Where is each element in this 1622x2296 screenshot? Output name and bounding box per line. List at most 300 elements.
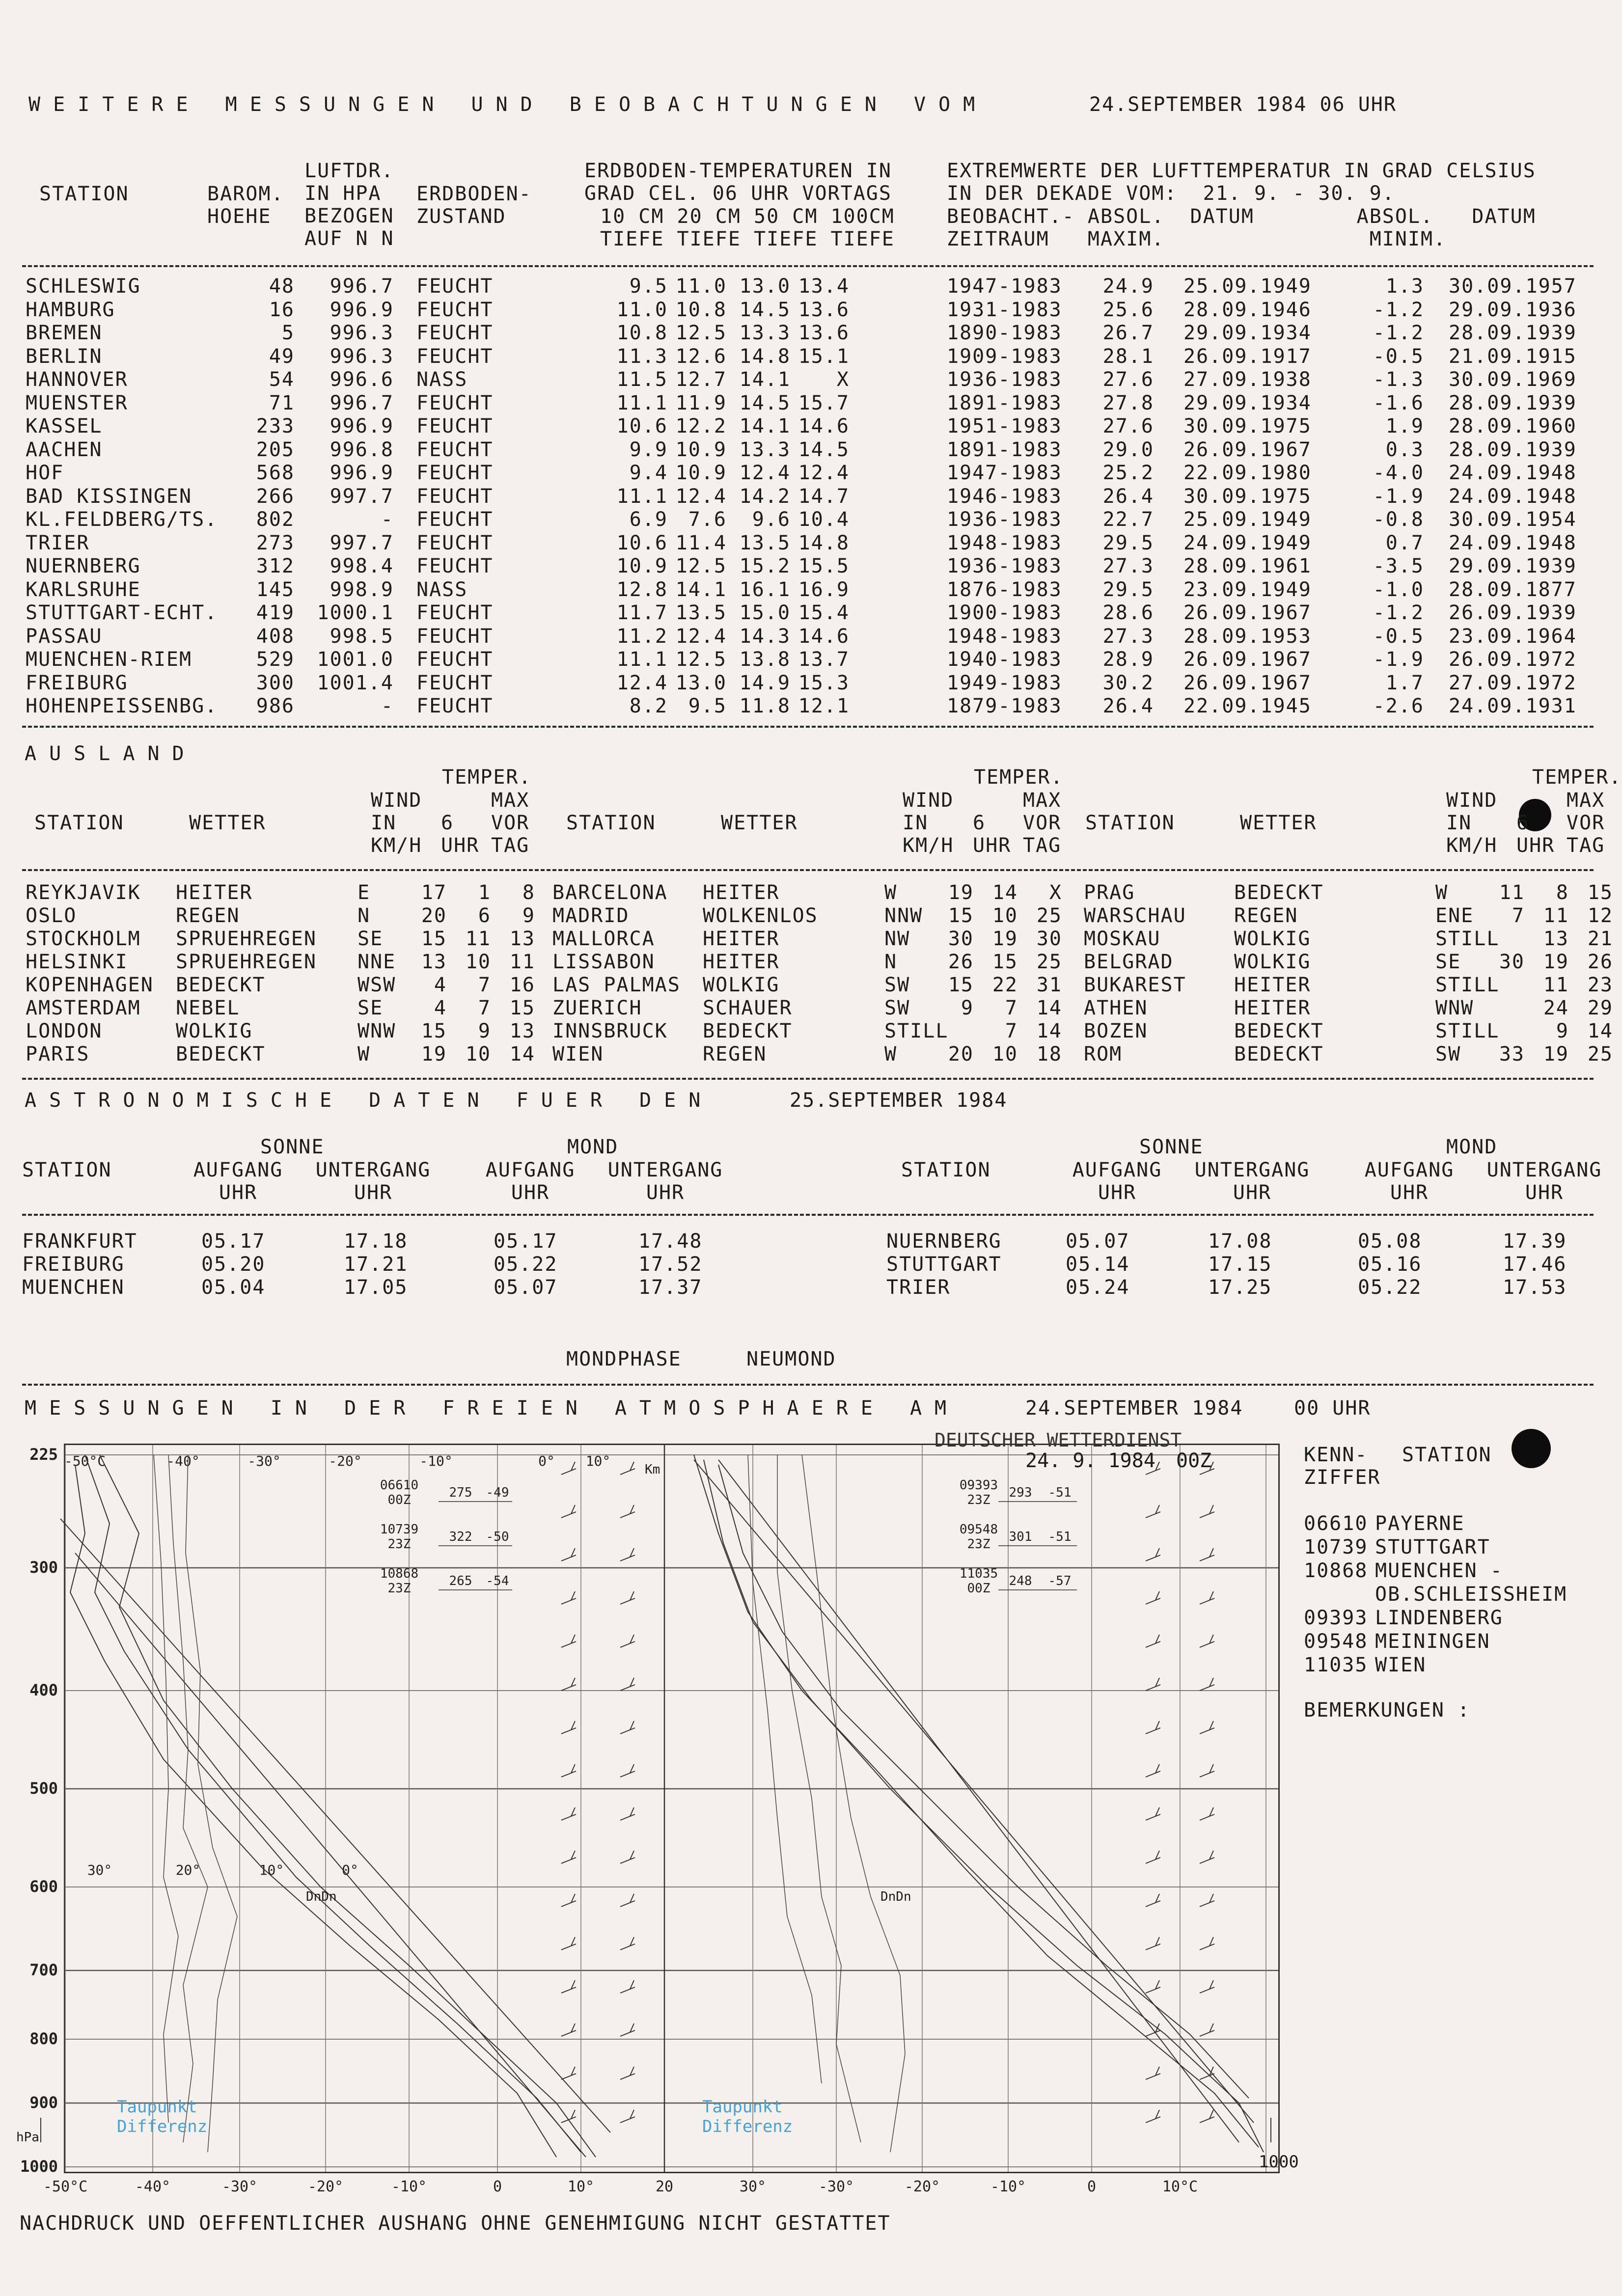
- adiabat-line: [694, 1460, 1254, 2123]
- wind-barb: [1146, 1944, 1160, 1950]
- ausland-cell-station: MADRID: [552, 904, 630, 927]
- inland-cell-zustand: FEUCHT: [416, 345, 494, 368]
- inland-cell-zustand: FEUCHT: [416, 438, 494, 461]
- header-barom: BAROM. HOEHE: [207, 183, 284, 228]
- ausland-cell-wetter: REGEN: [703, 1043, 767, 1066]
- inland-cell-max: 26.4: [1102, 695, 1154, 717]
- stamp-time: 00Z: [1176, 1449, 1212, 1472]
- inland-cell-luftdruck: 996.7: [330, 275, 394, 298]
- temp-tick-top: -20°: [329, 1453, 362, 1469]
- taupunkt-right: Taupunkt Differenz: [702, 2097, 793, 2136]
- ausland-header-temper: TEMPER.: [442, 766, 532, 789]
- tropo-tag-height: 293: [1009, 1485, 1032, 1500]
- ausland-cell-temp-max: 14: [509, 1043, 535, 1066]
- inland-cell-t100: 14.6: [798, 415, 850, 437]
- ausland-cell-temp-6: 11: [1543, 974, 1569, 996]
- astro-header-station: STATION: [22, 1159, 112, 1181]
- pressure-label: 225: [29, 1445, 58, 1464]
- ausland-cell-station: HELSINKI: [26, 951, 128, 973]
- astro-header-aufgang: AUFGANG UHR: [485, 1159, 576, 1204]
- tropo-tag-time: 23Z: [967, 1493, 990, 1507]
- inland-cell-max: 26.7: [1102, 322, 1154, 344]
- adiabat-line: [75, 1553, 586, 2157]
- tropo-tag-time: 00Z: [967, 1581, 990, 1596]
- inland-cell-max: 28.6: [1102, 601, 1154, 624]
- pressure-label: 700: [29, 1961, 58, 1979]
- astro-header-aufgang: AUFGANG UHR: [1364, 1159, 1455, 1204]
- inland-cell-t100: 15.4: [798, 601, 850, 624]
- ausland-cell-wind-dir: SE: [1435, 951, 1461, 973]
- inland-cell-t20: 12.4: [675, 485, 727, 508]
- ausland-cell-temp-6: 10: [465, 1043, 491, 1066]
- ausland-cell-temp-max: 13: [509, 928, 535, 950]
- inland-cell-station: FREIBURG: [26, 671, 128, 694]
- inland-cell-barom: 266: [256, 485, 295, 508]
- inland-cell-max: 27.6: [1102, 368, 1154, 391]
- inland-cell-t100: 14.7: [798, 485, 850, 508]
- inland-cell-t10: 11.1: [616, 391, 668, 414]
- inland-cell-max-datum: 27.09.1938: [1183, 368, 1312, 391]
- wind-barb: [561, 2030, 576, 2036]
- inland-cell-min: -1.2: [1373, 298, 1424, 321]
- astro-cell-mond-auf: 05.07: [494, 1276, 558, 1299]
- inland-cell-max: 26.4: [1102, 485, 1154, 508]
- stamp-label: DEUTSCHER WETTERDIENST: [935, 1429, 1182, 1451]
- header-station: STATION: [39, 183, 129, 205]
- tropo-tag-station: 06610: [380, 1478, 419, 1493]
- astro-header-mond: MOND: [567, 1136, 619, 1158]
- wind-barb: [1200, 1555, 1214, 1561]
- temp-tick-bottom: 10°C: [1162, 2178, 1198, 2195]
- astro-header-untergang: UNTERGANG UHR: [1194, 1159, 1310, 1204]
- pressure-label: 300: [29, 1558, 58, 1577]
- tropo-tag-height: 322: [449, 1530, 472, 1544]
- inland-cell-zeitraum: 1900-1983: [947, 601, 1062, 624]
- legend-name: WIEN: [1375, 1654, 1427, 1676]
- wind-barb: [1200, 1901, 1214, 1907]
- inland-cell-min: -3.5: [1373, 555, 1424, 577]
- inland-cell-zeitraum: 1879-1983: [947, 695, 1062, 717]
- inland-cell-t10: 9.9: [629, 438, 668, 461]
- inland-cell-zeitraum: 1946-1983: [947, 485, 1062, 508]
- ausland-cell-temp-6: 19: [1543, 1043, 1569, 1066]
- ausland-cell-station: MOSKAU: [1084, 928, 1161, 950]
- ausland-cell-station: STOCKHOLM: [26, 928, 141, 950]
- inland-cell-barom: 408: [256, 625, 295, 648]
- inland-cell-luftdruck: -: [381, 508, 394, 531]
- wind-barb: [620, 1728, 635, 1734]
- ausland-header-max: MAX VOR TAG: [1023, 789, 1062, 857]
- dew-point-profile: [748, 1455, 822, 2083]
- header-erdboden: ERDBODEN- ZUSTAND: [416, 183, 532, 228]
- inland-cell-barom: 233: [256, 415, 295, 437]
- wind-barb: [1200, 1771, 1214, 1777]
- astro-cell-sonne-unter: 17.21: [344, 1253, 408, 1276]
- ausland-cell-station: REYKJAVIK: [26, 881, 141, 904]
- temp-tick-bottom: -40°: [135, 2178, 171, 2195]
- wind-barb: [1200, 2030, 1214, 2036]
- inland-cell-zustand: FEUCHT: [416, 671, 494, 694]
- inland-cell-t20: 10.9: [675, 462, 727, 484]
- inland-cell-barom: 568: [256, 462, 295, 484]
- temp-tick-top: 10°: [585, 1453, 611, 1469]
- inland-cell-barom: 205: [256, 438, 295, 461]
- inland-cell-t20: 11.0: [675, 275, 727, 298]
- wind-barb: [1146, 1987, 1160, 1993]
- inland-cell-max-datum: 23.09.1949: [1183, 578, 1312, 601]
- dew-point-profile: [186, 1455, 237, 2152]
- wind-barb: [1146, 1685, 1160, 1691]
- inland-cell-luftdruck: 996.6: [330, 368, 394, 391]
- temp-tick-bottom: 0: [1087, 2178, 1097, 2195]
- hpa-label: hPa: [16, 2130, 39, 2145]
- wind-barb: [620, 2117, 635, 2123]
- inland-cell-zeitraum: 1936-1983: [947, 508, 1062, 531]
- astro-header-mond: MOND: [1446, 1136, 1498, 1158]
- temp-tick-top: -30°: [247, 1453, 281, 1469]
- inland-cell-t100: X: [836, 368, 850, 391]
- ausland-cell-temp-6: 24: [1543, 997, 1569, 1019]
- astro-cell-sonne-unter: 17.25: [1208, 1276, 1272, 1299]
- inland-cell-zustand: FEUCHT: [416, 648, 494, 671]
- legend-name: OB.SCHLEISSHEIM: [1375, 1583, 1567, 1606]
- astro-header-aufgang: AUFGANG UHR: [193, 1159, 283, 1204]
- inland-cell-t100: 13.6: [798, 322, 850, 344]
- ausland-cell-wind-dir: WNW: [1435, 997, 1474, 1019]
- wind-barb: [561, 1555, 576, 1561]
- inland-cell-min: -1.2: [1373, 601, 1424, 624]
- inland-cell-t50: 15.0: [739, 601, 791, 624]
- inland-cell-station: HANNOVER: [26, 368, 128, 391]
- legend-code: 10868: [1304, 1559, 1368, 1582]
- inland-cell-t10: 11.2: [616, 625, 668, 648]
- inland-cell-max: 27.3: [1102, 555, 1154, 577]
- inland-cell-zustand: FEUCHT: [416, 462, 494, 484]
- inland-cell-min: -1.9: [1373, 485, 1424, 508]
- pressure-label: 800: [29, 2029, 58, 2048]
- divider: [22, 869, 1594, 871]
- divider: [22, 1384, 1594, 1386]
- inland-cell-barom: 986: [256, 695, 295, 717]
- inland-cell-min: -1.9: [1373, 648, 1424, 671]
- pressure-label: 900: [29, 2093, 58, 2112]
- inland-cell-station: STUTTGART-ECHT.: [26, 601, 218, 624]
- wind-barb: [620, 2074, 635, 2079]
- temp-tick-bottom: -50°C: [43, 2178, 88, 2195]
- ausland-cell-wind-dir: W: [884, 881, 898, 904]
- wind-barb: [1146, 1728, 1160, 1734]
- ausland-cell-temp-max: 25: [1587, 1043, 1613, 1066]
- inland-cell-t50: 16.1: [739, 578, 791, 601]
- wind-barb: [561, 1858, 576, 1863]
- ausland-cell-wind-dir: NNE: [357, 951, 396, 973]
- ausland-cell-wetter: HEITER: [703, 881, 780, 904]
- dew-tick: 0°: [342, 1862, 358, 1878]
- astro-cell-mond-auf: 05.22: [1358, 1276, 1422, 1299]
- ausland-cell-temp-max: 26: [1587, 951, 1613, 973]
- astro-header-sonne: SONNE: [260, 1136, 325, 1158]
- ausland-cell-wind-speed: 13: [421, 951, 447, 973]
- ausland-header-six: 6 UHR: [973, 812, 1012, 857]
- wind-barb: [561, 1901, 576, 1907]
- temperature-profile: [704, 1460, 1264, 2152]
- inland-cell-t100: 13.7: [798, 648, 850, 671]
- ausland-cell-wind-speed: 9: [961, 997, 974, 1019]
- inland-cell-station: NUERNBERG: [26, 555, 141, 577]
- inland-cell-min-datum: 24.09.1948: [1449, 462, 1577, 484]
- ausland-cell-temp-6: 15: [992, 951, 1018, 973]
- ausland-header-temper: TEMPER.: [974, 766, 1064, 789]
- ausland-cell-temp-6: 11: [465, 928, 491, 950]
- inland-cell-station: MUENCHEN-RIEM: [26, 648, 192, 671]
- inland-cell-t100: 10.4: [798, 508, 850, 531]
- ausland-cell-wetter: NEBEL: [176, 997, 240, 1019]
- inland-cell-luftdruck: 998.4: [330, 555, 394, 577]
- ausland-cell-wind-speed: 11: [1499, 881, 1525, 904]
- inland-cell-max-datum: 26.09.1967: [1183, 601, 1312, 624]
- ausland-cell-station: PARIS: [26, 1043, 90, 1066]
- tropo-tag-height: 301: [1009, 1530, 1032, 1544]
- wind-barb: [1146, 2117, 1160, 2123]
- ausland-cell-wetter: REGEN: [176, 904, 240, 927]
- ausland-cell-wind-speed: 30: [948, 928, 974, 950]
- ausland-cell-station: MALLORCA: [552, 928, 655, 950]
- ausland-cell-temp-6: 6: [478, 904, 491, 927]
- inland-cell-zustand: FEUCHT: [416, 508, 494, 531]
- ausland-cell-station: WARSCHAU: [1084, 904, 1186, 927]
- wind-barb: [620, 1771, 635, 1777]
- ausland-cell-wind-dir: SE: [357, 928, 384, 950]
- inland-cell-luftdruck: 997.7: [330, 485, 394, 508]
- atmos-title: MESSUNGEN IN DER FREIEN ATMOSPHAERE AM: [25, 1397, 960, 1420]
- inland-cell-zeitraum: 1951-1983: [947, 415, 1062, 437]
- header-erdtemp-group: ERDBODEN-TEMPERATUREN IN GRAD CEL. 06 UHR VORTAGS: [584, 160, 892, 205]
- ausland-cell-temp-6: 1: [478, 881, 491, 904]
- legend-code: 11035: [1304, 1654, 1368, 1676]
- inland-cell-t10: 12.4: [616, 671, 668, 694]
- inland-cell-t20: 12.5: [675, 555, 727, 577]
- inland-cell-zeitraum: 1940-1983: [947, 648, 1062, 671]
- astro-title: ASTRONOMISCHE DATEN FUER DEN: [25, 1089, 714, 1112]
- astro-cell-sonne-unter: 17.08: [1208, 1230, 1272, 1253]
- legend-name: LINDENBERG: [1375, 1607, 1503, 1629]
- inland-cell-t20: 7.6: [688, 508, 727, 531]
- ausland-cell-station: LAS PALMAS: [552, 974, 681, 996]
- inland-cell-t50: 14.8: [739, 345, 791, 368]
- inland-cell-t10: 10.6: [616, 415, 668, 437]
- temp-tick-bottom: 30°: [739, 2178, 767, 2195]
- inland-cell-min-datum: 29.09.1936: [1449, 298, 1577, 321]
- ausland-cell-wind-speed: 7: [1512, 904, 1525, 927]
- inland-cell-max: 24.9: [1102, 275, 1154, 298]
- inland-cell-luftdruck: -: [381, 695, 394, 717]
- inland-cell-luftdruck: 997.7: [330, 531, 394, 554]
- wind-barb: [1200, 1858, 1214, 1863]
- inland-cell-barom: 145: [256, 578, 295, 601]
- footer-note: NACHDRUCK UND OEFFENTLICHER AUSHANG OHNE GENEHMIGUNG NICHT GESTATTET: [20, 2212, 891, 2235]
- divider: [22, 726, 1594, 728]
- inland-cell-max-datum: 26.09.1967: [1183, 671, 1312, 694]
- inland-cell-min-datum: 24.09.1948: [1449, 531, 1577, 554]
- tropo-tag-temp: -50: [486, 1530, 509, 1544]
- ausland-cell-wetter: HEITER: [176, 881, 253, 904]
- tropo-tag-time: 23Z: [387, 1581, 411, 1596]
- inland-cell-barom: 49: [269, 345, 295, 368]
- wind-barb: [1200, 1685, 1214, 1691]
- legend-name: MUENCHEN -: [1375, 1559, 1503, 1582]
- inland-cell-t10: 11.5: [616, 368, 668, 391]
- astro-header-sonne: SONNE: [1139, 1136, 1204, 1158]
- inland-cell-t50: 13.3: [739, 438, 791, 461]
- inland-cell-min: -1.6: [1373, 391, 1424, 414]
- inland-cell-min-datum: 29.09.1939: [1449, 555, 1577, 577]
- ausland-cell-temp-max: 8: [522, 881, 535, 904]
- ausland-cell-temp-6: 10: [465, 951, 491, 973]
- divider: [22, 1214, 1594, 1216]
- ausland-cell-wind-dir: STILL: [884, 1020, 949, 1042]
- ausland-cell-temp-max: 23: [1587, 974, 1613, 996]
- inland-cell-t20: 12.2: [675, 415, 727, 437]
- inland-cell-barom: 419: [256, 601, 295, 624]
- ausland-cell-temp-6: 11: [1543, 904, 1569, 927]
- ausland-cell-temp-6: 8: [1556, 881, 1569, 904]
- wind-barb: [561, 1728, 576, 1734]
- ausland-header-temper: TEMPER.: [1532, 766, 1622, 789]
- wind-barb: [1146, 1858, 1160, 1863]
- wind-barb: [1200, 1814, 1214, 1820]
- ausland-cell-wind-speed: 19: [421, 1043, 447, 1066]
- tropo-tag-height: 265: [449, 1574, 472, 1588]
- wind-barb: [1146, 1814, 1160, 1820]
- inland-cell-max: 25.2: [1102, 462, 1154, 484]
- inland-cell-max: 30.2: [1102, 671, 1154, 694]
- wind-barb: [561, 1685, 576, 1691]
- temp-tick-bottom: 0: [493, 2178, 502, 2195]
- ausland-cell-wind-speed: 20: [421, 904, 447, 927]
- divider: [22, 1078, 1594, 1080]
- wind-barb: [1146, 1555, 1160, 1561]
- ausland-cell-wetter: WOLKIG: [1234, 928, 1311, 950]
- wind-barb: [1200, 1598, 1214, 1604]
- wind-barb: [1146, 1512, 1160, 1518]
- inland-cell-min-datum: 30.09.1957: [1449, 275, 1577, 298]
- inland-cell-min-datum: 28.09.1877: [1449, 578, 1577, 601]
- wind-barb: [1146, 2074, 1160, 2079]
- wind-barb: [561, 1469, 576, 1475]
- ausland-cell-temp-6: 10: [992, 904, 1018, 927]
- ausland-cell-temp-max: 21: [1587, 928, 1613, 950]
- inland-cell-max: 29.5: [1102, 578, 1154, 601]
- wind-barb: [1146, 1771, 1160, 1777]
- temp-tick-top: -10°: [419, 1453, 453, 1469]
- tropo-tag-time: 23Z: [387, 1537, 411, 1552]
- temp-tick-bottom: -30°: [818, 2178, 854, 2195]
- ausland-header-max: MAX VOR TAG: [491, 789, 530, 857]
- wind-barb: [1146, 1901, 1160, 1907]
- inland-cell-t50: 14.5: [739, 298, 791, 321]
- bemerkungen: BEMERKUNGEN :: [1304, 1699, 1471, 1722]
- inland-cell-zustand: FEUCHT: [416, 322, 494, 344]
- ausland-cell-wetter: HEITER: [1234, 997, 1311, 1019]
- astro-cell-mond-auf: 05.17: [494, 1230, 558, 1253]
- inland-cell-t20: 9.5: [688, 695, 727, 717]
- inland-cell-max-datum: 29.09.1934: [1183, 322, 1312, 344]
- wind-barb: [1146, 2030, 1160, 2036]
- inland-cell-min-datum: 24.09.1948: [1449, 485, 1577, 508]
- ausland-cell-temp-6: 7: [478, 974, 491, 996]
- tropo-tag-station: 11035: [959, 1566, 998, 1581]
- ausland-cell-wind-speed: 4: [434, 997, 447, 1019]
- ausland-cell-wind-dir: N: [357, 904, 371, 927]
- inland-cell-t50: 14.5: [739, 391, 791, 414]
- wind-barb: [1146, 1641, 1160, 1647]
- ausland-cell-wind-speed: 26: [948, 951, 974, 973]
- temperature-profile: [694, 1455, 1259, 2147]
- tropo-tag-height: 248: [1009, 1574, 1032, 1588]
- wind-barb: [620, 1685, 635, 1691]
- ausland-cell-station: INNSBRUCK: [552, 1020, 668, 1042]
- inland-cell-barom: 5: [281, 322, 295, 344]
- tropo-tag-station: 09393: [959, 1478, 998, 1493]
- inland-cell-t20: 12.4: [675, 625, 727, 648]
- ausland-header-six: 6 UHR: [441, 812, 480, 857]
- temp-tick-bottom: 20: [655, 2178, 674, 2195]
- inland-cell-zustand: NASS: [416, 368, 468, 391]
- inland-cell-max-datum: 22.09.1945: [1183, 695, 1312, 717]
- inland-cell-max: 27.6: [1102, 415, 1154, 437]
- ausland-cell-wind-dir: STILL: [1435, 928, 1500, 950]
- astro-cell-mond-unter: 17.52: [638, 1253, 703, 1276]
- astro-cell-station: STUTTGART: [886, 1253, 1002, 1276]
- ausland-cell-wind-speed: 15: [948, 904, 974, 927]
- ausland-cell-wind-dir: STILL: [1435, 1020, 1500, 1042]
- ausland-cell-temp-6: 19: [992, 928, 1018, 950]
- inland-cell-zustand: FEUCHT: [416, 695, 494, 717]
- inland-cell-min: 1.9: [1385, 415, 1424, 437]
- pressure-label: 600: [29, 1877, 58, 1896]
- inland-cell-max-datum: 26.09.1967: [1183, 648, 1312, 671]
- inland-cell-min-datum: 27.09.1972: [1449, 671, 1577, 694]
- astro-cell-sonne-unter: 17.18: [344, 1230, 408, 1253]
- ausland-cell-station: KOPENHAGEN: [26, 974, 154, 996]
- inland-cell-zeitraum: 1948-1983: [947, 625, 1062, 648]
- ausland-cell-temp-max: 12: [1587, 904, 1613, 927]
- ausland-cell-temp-max: 25: [1036, 904, 1062, 927]
- wind-barb: [561, 1944, 576, 1950]
- ausland-cell-wind-dir: E: [357, 881, 371, 904]
- ausland-cell-wind-dir: ENE: [1435, 904, 1474, 927]
- inland-cell-t10: 11.1: [616, 648, 668, 671]
- inland-cell-max: 28.1: [1102, 345, 1154, 368]
- inland-cell-t50: 14.3: [739, 625, 791, 648]
- ausland-cell-wind-speed: 33: [1499, 1043, 1525, 1066]
- inland-cell-max-datum: 26.09.1967: [1183, 438, 1312, 461]
- ausland-cell-temp-max: X: [1049, 881, 1062, 904]
- inland-cell-station: BAD KISSINGEN: [26, 485, 192, 508]
- ausland-cell-station: BELGRAD: [1084, 951, 1174, 973]
- inland-cell-luftdruck: 998.9: [330, 578, 394, 601]
- ausland-cell-temp-max: 29: [1587, 997, 1613, 1019]
- inland-cell-min: -2.6: [1373, 695, 1424, 717]
- tropo-tag-station: 10739: [380, 1522, 419, 1537]
- pressure-label: 500: [29, 1779, 58, 1798]
- inland-cell-min: 0.7: [1385, 531, 1424, 554]
- ausland-cell-temp-max: 31: [1036, 974, 1062, 996]
- ausland-cell-station: ROM: [1084, 1043, 1123, 1066]
- inland-cell-t50: 13.5: [739, 531, 791, 554]
- inland-cell-max-datum: 25.09.1949: [1183, 275, 1312, 298]
- stamp-date: 24. 9. 1984: [1025, 1449, 1155, 1472]
